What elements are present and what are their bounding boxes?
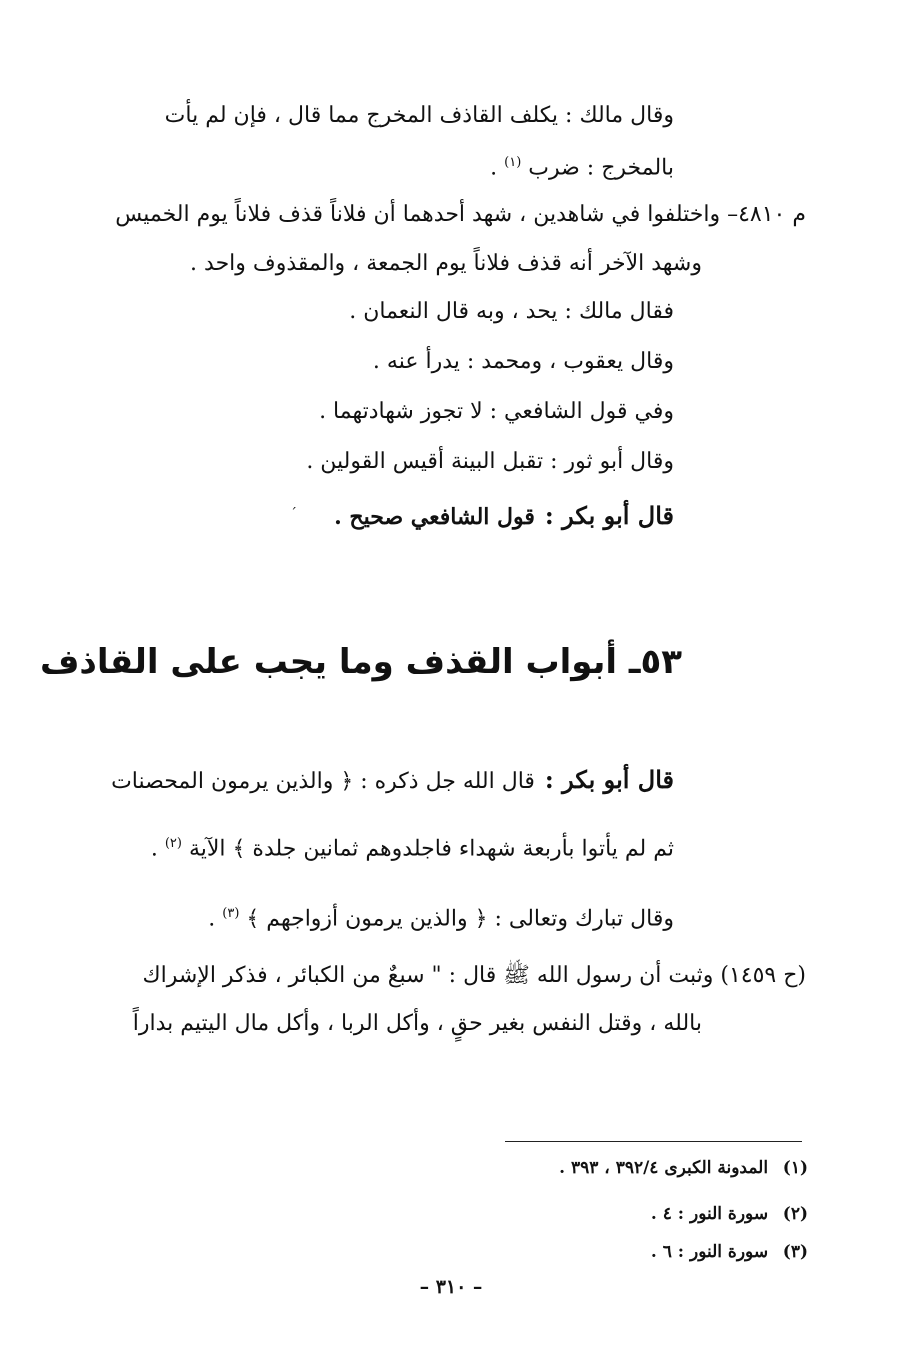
- footnote-divider: [505, 1141, 802, 1142]
- text-line-7: وفي قول الشافعي : لا تجوز شهادتهما .: [319, 399, 674, 424]
- speaker-label: قال أبو بكر :: [544, 501, 674, 530]
- stray-mark: ˊ: [290, 506, 297, 522]
- quran-quote-2: وقال تبارك وتعالى : ﴿ والذين يرمون أزواجهم ﴾: [246, 906, 674, 932]
- footnote-3-text: سورة النور : ٦ .: [650, 1242, 769, 1262]
- conclusion-text: قول الشافعي صحيح .: [334, 504, 535, 530]
- hadith-1459-line: (ح ١٤٥٩) وثبت أن رسول الله ﷺ قال : " سبعٌ من الكبائر ، فذكر الإشراك: [142, 963, 806, 988]
- section-line-5: بالله ، وقتل النفس بغير حقٍ ، وأكل الربا ، وأكل مال اليتيم بداراً: [132, 1011, 702, 1036]
- footnote-ref-1: (١): [504, 155, 522, 170]
- text-line-5: فقال مالك : يحد ، وبه قال النعمان .: [349, 299, 674, 324]
- footnote-1-num: (١): [782, 1158, 808, 1178]
- footnote-1-text: المدونة الكبرى ٣٩٢/٤ ، ٣٩٣ .: [559, 1158, 769, 1178]
- conclusion-line: [334, 496, 674, 536]
- page-number: – ٣١٠ –: [419, 1276, 483, 1298]
- text-line-2-body: بالمخرج : ضرب: [528, 155, 674, 181]
- text-line-1: وقال مالك : يكلف القاذف المخرج مما قال ، فإن لم يأت: [164, 103, 674, 128]
- footnote-2-num: (٢): [782, 1204, 808, 1224]
- line-3-end: .: [208, 906, 216, 932]
- speaker-label-2: قال أبو بكر :: [544, 765, 674, 794]
- section-line-2: [151, 824, 674, 864]
- text-line-2: [490, 143, 674, 183]
- quran-quote-1: قال الله جل ذكره : ﴿ والذين يرمون المحصنات: [111, 769, 535, 794]
- issue-4810-line: م ٤٨١٠– واختلفوا في شاهدين ، شهد أحدهما أن فلاناً قذف فلاناً يوم الخميس: [115, 202, 806, 227]
- line-2-end: .: [150, 836, 158, 862]
- text-line-8: وقال أبو ثور : تقبل البينة أقيس القولين .: [306, 449, 674, 474]
- section-line-3: [208, 894, 674, 934]
- footnote-3-num: (٣): [782, 1242, 808, 1262]
- text-line-6: وقال يعقوب ، ومحمد : يدرأ عنه .: [372, 349, 674, 374]
- quran-quote-1-cont: ثم لم يأتوا بأربعة شهداء فاجلدوهم ثمانين جلدة ﴾ الآية: [188, 836, 674, 862]
- text-line-4: وشهد الآخر أنه قذف فلاناً يوم الجمعة ، والمقذوف واحد .: [190, 251, 702, 276]
- chapter-heading: ٥٣ـ أبواب القذف وما يجب على القاذف: [39, 642, 682, 682]
- footnote-ref-3: (٣): [222, 906, 240, 921]
- footnote-1: [559, 1153, 808, 1183]
- footnote-3: [651, 1237, 808, 1267]
- footnote-2: [651, 1199, 808, 1229]
- footnote-ref-2: (٢): [164, 836, 182, 851]
- footnote-2-text: سورة النور : ٤ .: [650, 1204, 769, 1224]
- section-line-1: [111, 760, 674, 800]
- text-line-2-end: .: [490, 155, 498, 181]
